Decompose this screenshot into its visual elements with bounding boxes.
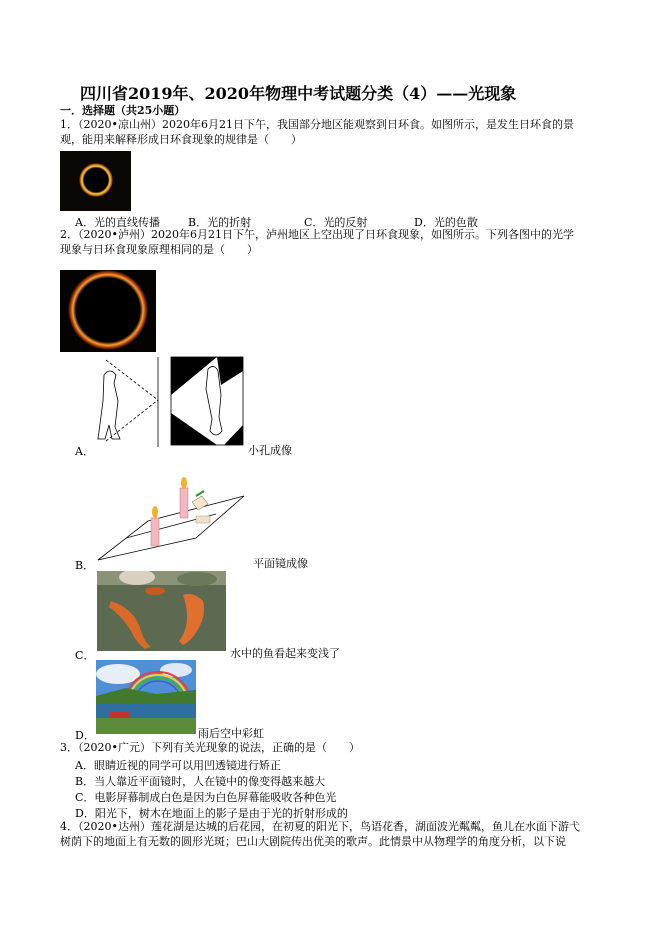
- q3-option-b[interactable]: B．当人靠近平面镜时，人在镜中的像变得越来越大: [75, 775, 326, 788]
- q2-option-d-letter[interactable]: D．: [75, 729, 95, 742]
- q2-option-b-mirror-figure: [96, 474, 248, 569]
- q1-eclipse-photo: [60, 151, 131, 211]
- q1-stem-line1: 1．（2020•凉山州）2020年6月21日下午，我国部分地区能观察到日环食。如图所示，是发生日环食的景: [60, 118, 574, 131]
- q3-option-c[interactable]: C．电影屏幕制成白色是因为白色屏幕能吸收各种色光: [75, 791, 337, 804]
- q2-stem-line1: 2．（2020•泸州）2020年6月21日下午，泸州地区上空出现了日环食现象，如图所示。下列各图中的光学: [60, 228, 574, 241]
- q2-option-d-caption: 雨后空中彩虹: [198, 727, 264, 740]
- q1-option-d[interactable]: D．光的色散: [414, 216, 478, 229]
- q1-option-a[interactable]: A．光的直线传播: [75, 216, 160, 229]
- q2-stem-line2: 现象与日环食现象原理相同的是（ ）: [60, 243, 258, 256]
- q2-option-d-rainbow-photo: [96, 660, 196, 734]
- q1-stem-line2: 观，能用来解释形成日环食现象的规律是（ ）: [60, 133, 302, 146]
- q1-option-c[interactable]: C．光的反射: [304, 216, 368, 229]
- q2-eclipse-photo: [60, 270, 156, 352]
- q2-option-b-letter[interactable]: B．: [75, 559, 95, 572]
- q2-option-c-fish-photo: [97, 571, 226, 651]
- q2-option-c-caption: 水中的鱼看起来变浅了: [230, 647, 340, 660]
- q2-option-b-caption: 平面镜成像: [253, 557, 308, 570]
- section-heading: 一．选择题（共25小题）: [60, 104, 186, 117]
- q3-option-d[interactable]: D．阳光下，树木在地面上的影子是由于光的折射形成的: [75, 807, 348, 820]
- q4-stem-line2: 树荫下的地面上有无数的圆形光斑；巴山大剧院传出优美的歌声。此情景中从物理学的角度分析，以下说: [60, 835, 566, 848]
- page-title: 四川省2019年、2020年物理中考试题分类（4）——光现象: [80, 84, 517, 103]
- q2-option-a-letter[interactable]: A．: [75, 445, 94, 458]
- q2-option-a-caption: 小孔成像: [248, 444, 292, 457]
- q3-option-a[interactable]: A．眼睛近视的同学可以用凹透镜进行矫正: [75, 759, 281, 772]
- q4-stem-line1: 4．（2020•达州）莲花湖是达城的后花园，在初夏的阳光下，鸟语花香，湖面波光粼粼，鱼儿在水面下游弋: [60, 820, 580, 833]
- q1-option-b[interactable]: B．光的折射: [188, 216, 252, 229]
- q3-stem: 3．（2020•广元）下列有关光现象的说法，正确的是（ ）: [60, 741, 360, 754]
- q2-option-a-pinhole-figure: [96, 355, 246, 450]
- q2-option-c-letter[interactable]: C．: [75, 649, 95, 662]
